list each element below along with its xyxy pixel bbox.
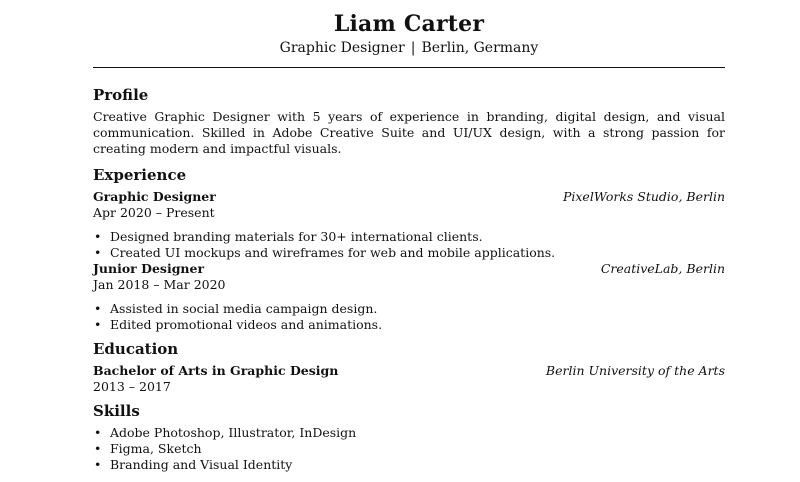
job-entry	[93, 261, 725, 333]
skills-list	[93, 425, 725, 473]
list-item: • Edited promotional videos and animations.	[93, 317, 725, 333]
education-header	[93, 363, 725, 379]
job-organization: CreativeLab, Berlin	[600, 261, 725, 276]
skills-heading: Skills	[93, 402, 140, 420]
skills-section	[93, 401, 725, 473]
experience-section	[93, 165, 725, 333]
list-item: • Created UI mockups and wireframes for web and mobile applications.	[93, 245, 725, 261]
job-dates: Jan 2018 – Mar 2020	[93, 277, 226, 292]
experience-heading: Experience	[93, 166, 187, 184]
location: Berlin, Germany	[421, 40, 539, 56]
education-section	[93, 339, 725, 395]
profile-heading: Profile	[93, 86, 149, 104]
job-bullets	[93, 301, 725, 333]
job-entry	[93, 189, 725, 261]
job-header	[93, 261, 725, 277]
subtitle-separator: |	[410, 40, 416, 56]
header-divider	[93, 67, 725, 68]
list-item: • Designed branding materials for 30+ international clients.	[93, 229, 725, 245]
school: Berlin University of the Arts	[545, 363, 725, 378]
resume-header	[93, 0, 725, 58]
job-dates: Apr 2020 – Present	[93, 205, 215, 220]
header-subtitle	[93, 38, 725, 58]
education-dates: 2013 – 2017	[93, 379, 171, 394]
job-organization: PixelWorks Studio, Berlin	[562, 189, 725, 204]
profile-section	[93, 85, 725, 157]
education-heading: Education	[93, 340, 179, 358]
resume-page	[93, 0, 725, 473]
list-item: • Figma, Sketch	[93, 441, 725, 457]
job-role: Graphic Designer	[93, 189, 216, 204]
degree: Bachelor of Arts in Graphic Design	[93, 363, 339, 378]
job-header	[93, 189, 725, 205]
list-item: • Adobe Photoshop, Illustrator, InDesign	[93, 425, 725, 441]
candidate-name: Liam Carter	[333, 11, 485, 37]
job-bullets	[93, 229, 725, 261]
job-role: Junior Designer	[93, 261, 205, 276]
list-item: • Branding and Visual Identity	[93, 457, 725, 473]
list-item: • Assisted in social media campaign design.	[93, 301, 725, 317]
profile-text: Creative Graphic Designer with 5 years of experience in branding, digital design, and visual communication. Skilled in Adobe Creative Suite and UI/UX design, with a strong passion for creating modern and impactful visuals.	[93, 109, 725, 156]
job-title: Graphic Designer	[279, 40, 405, 56]
